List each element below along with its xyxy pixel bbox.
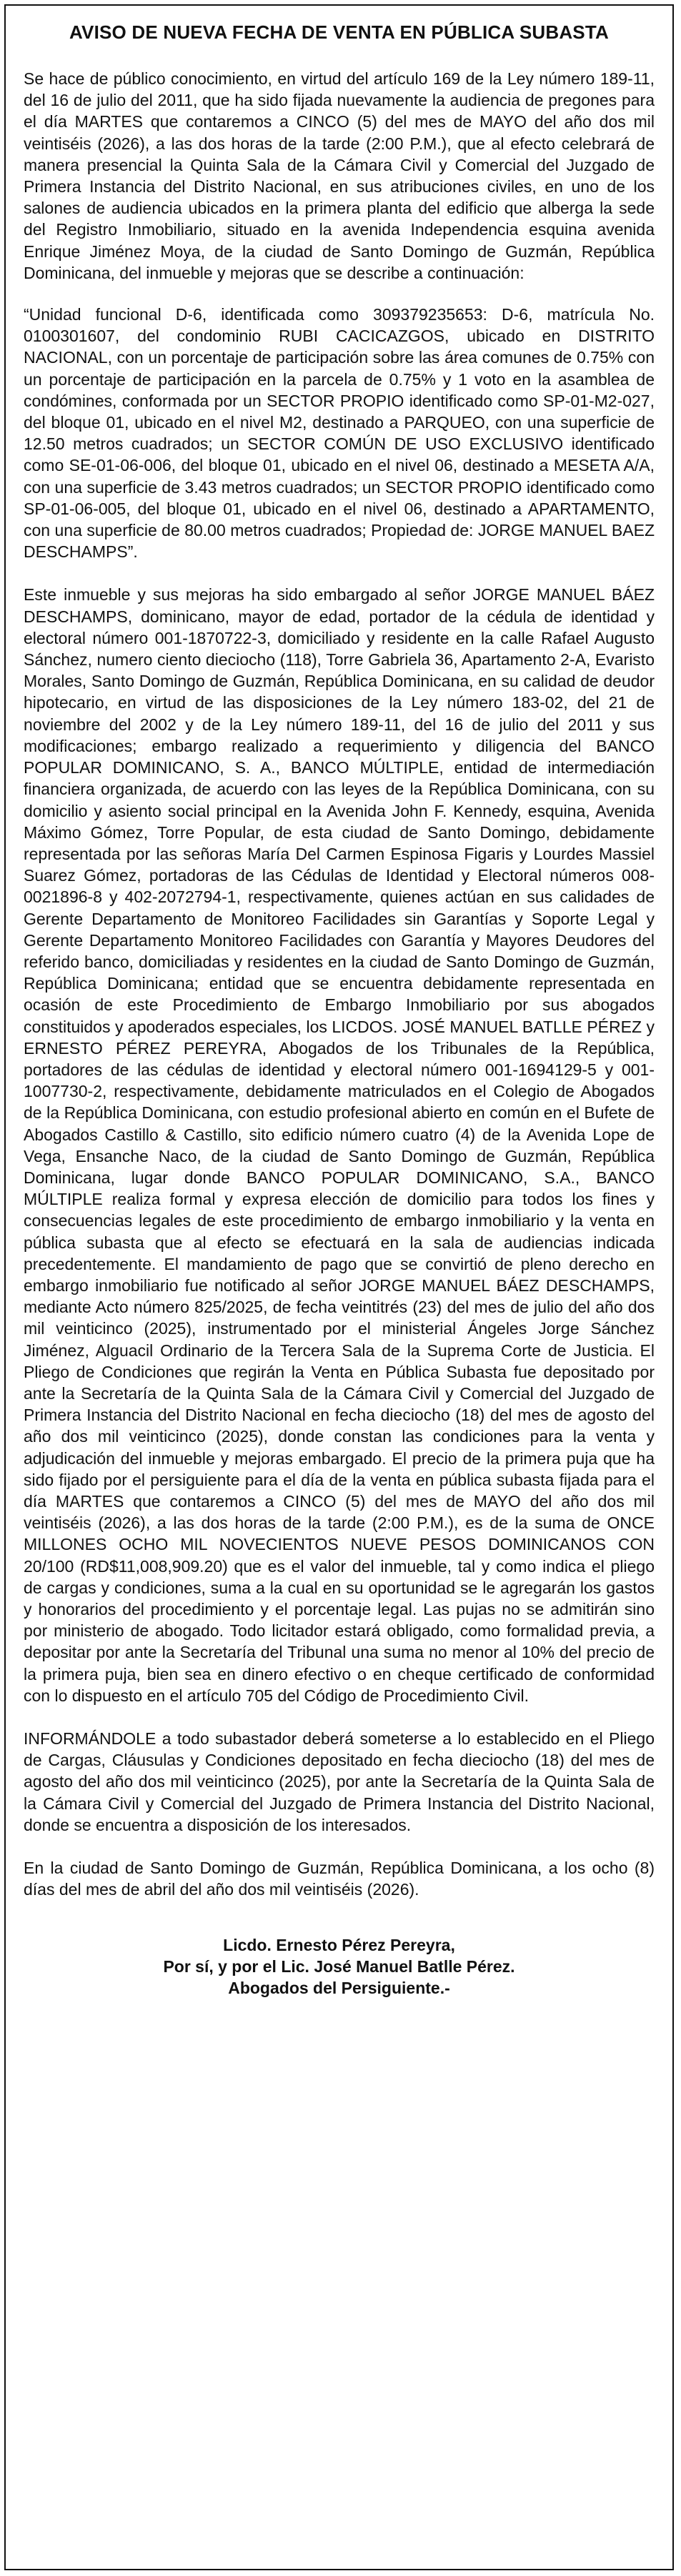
legal-notice [4,4,674,2570]
date-place-paragraph: En la ciudad de Santo Domingo de Guzmán, República Dominicana, a los ocho (8) días del mes de abril del año dos mil veintiséis (2026). [24,1859,655,1899]
signature-line-1: Licdo. Ernesto Pérez Pereyra, [223,1936,455,1955]
embargo-details-paragraph: Este inmueble y sus mejoras ha sido embargado al señor JORGE MANUEL BÁEZ DESCHAMPS, dominicano, mayor de edad, portador de la cédula de identidad y electoral número 001-1870722-3, domiciliado y residente en la calle Rafael Augusto Sánchez, numero ciento dieciocho (118), Torre Gabriela 36, Apartamento 2-A, Evaristo Morales, Santo Domingo de Guzmán, República Dominicana, en su calidad de deudor hipotecario, en virtud de las disposiciones de la Ley número 183-02, del 21 de noviembre del 2002 y de la Ley número 189-11, del 16 de julio del 2011 y sus modificaciones; embargo realizado a requerimiento y diligencia del BANCO POPULAR DOMINICANO, S. A., BANCO MÚLTIPLE, entidad de intermediación financiera organizada, de acuerdo con las leyes de la República Dominicana, con su domicilio y asiento social principal en la Avenida John F. Kennedy, esquina, Avenida Máximo Gómez, Torre Popular, de esta ciudad de Santo Domingo, debidamente representada por las señoras María Del Carmen Espinosa Figaris y Lourdes Massiel Suarez Gómez, portadoras de las Cédulas de Identidad y Electoral números 008-0021896-8 y 402-2072794-1, respectivamente, quienes actúan en sus calidades de Gerente Departamento de Monitoreo Facilidades sin Garantías y Soporte Legal y Gerente Departamento Monitoreo Facilidades con Garantía y Mayores Deudores del referido banco, domiciliadas y residentes en la ciudad de Santo Domingo de Guzmán, República Dominicana; entidad que se encuentra debidamente representada en ocasión de este Procedimiento de Embargo Inmobiliario por sus abogados constituidos y apoderados especiales, los LICDOS. JOSÉ MANUEL BATLLE PÉREZ y ERNESTO PÉREZ PEREYRA, Abogados de los Tribunales de la República, portadores de las cédulas de identidad y electoral número 001-1694129-5 y 001-1007730-2, respectivamente, debidamente matriculados en el Colegio de Abogados de la República Dominicana, con estudio profesional abierto en común en el Bufete de Abogados Castillo & Castillo, sito edificio número cuatro (4) de la Avenida Lope de Vega, Ensanche Naco, de la ciudad de Santo Domingo de Guzmán, República Dominicana, lugar donde BANCO POPULAR DOMINICANO, S.A., BANCO MÚLTIPLE realiza formal y expresa elección de domicilio para todos los fines y consecuencias legales de este procedimiento de embargo inmobiliario y la venta en pública subasta que al efecto se efectuará en la sala de audiencias indicada precedentemente. El mandamiento de pago que se convirtió de pleno derecho en embargo inmobiliario fue notificado al señor JORGE MANUEL BÁEZ DESCHAMPS, mediante Acto número 825/2025, de fecha veintitrés (23) del mes de julio del año dos mil veinticinco (2025), instrumentado por el ministerial Ángeles Jorge Sánchez Jiménez, Alguacil Ordinario de la Tercera Sala de la Suprema Corte de Justicia. El Pliego de Condiciones que regirán la Venta en Pública Subasta fue depositado por ante la Secretaría de la Quinta Sala de la Cámara Civil y Comercial del Juzgado de Primera Instancia del Distrito Nacional en fecha dieciocho (18) del mes de agosto del año dos mil veinticinco (2025), donde constan las condiciones para la venta y adjudicación del inmueble y mejoras embargado. El precio de la primera puja que ha sido fijado por el persiguiente para el día de la venta en pública subasta fijada para el día MARTES que contaremos a CINCO (5) del mes de MAYO del año dos mil veintiséis (2026), a las dos horas de la tarde (2:00 P.M.), es de la suma de ONCE MILLONES OCHO MIL NOVECIENTOS NUEVE PESOS DOMINICANOS CON 20/100 (RD$11,008,909.20) que es el valor del inmueble, tal y como indica el pliego de cargas y condiciones, suma a la cual en su oportunidad se le agregarán los gastos y honorarios del procedimiento y el porcentaje legal. Las pujas no se admitirán sino por ministerio de abogado. Todo licitador estará obligado, como formalidad previa, a depositar por ante la Secretaría del Tribunal una suma no menor al 10% del precio de la primera puja, bien sea en dinero efectivo o en cheque certificado de conformidad con lo dispuesto en el artículo 705 del Código de Procedimiento Civil. [24,585,655,1705]
notice-title: AVISO DE NUEVA FECHA DE VENTA EN PÚBLICA SUBASTA [69,21,609,43]
intro-paragraph: Se hace de público conocimiento, en virtud del artículo 169 de la Ley número 189-11, del 16 de julio del 2011, que ha sido fijada nuevamente la audiencia de pregones para el día MARTES que contaremos a CINCO (5) del mes de MAYO del año dos mil veintiséis (2026), a las dos horas de la tarde (2:00 P.M.), que al efecto celebrará de manera presencial la Quinta Sala de la Cámara Civil y Comercial del Juzgado de Primera Instancia del Distrito Nacional, en sus atribuciones civiles, en uno de los salones de audiencia ubicados en la primera planta del edificio que alberga la sede del Registro Inmobiliario, situado en la avenida Independencia esquina avenida Enrique Jiménez Moya, de la ciudad de Santo Domingo de Guzmán, República Dominicana, del inmueble y mejoras que se describe a continuación: [24,69,655,282]
bidder-notice-paragraph: INFORMÁNDOLE a todo subastador deberá someterse a lo establecido en el Pliego de Cargas, Cláusulas y Condiciones depositado en fecha dieciocho (18) del mes de agosto del año dos mil veinticinco (2025), por ante la Secretaría de la Quinta Sala de la Cámara Civil y Comercial del Juzgado de Primera Instancia del Distrito Nacional, donde se encuentra a disposición de los interesados. [24,1729,655,1834]
signature-line-3: Abogados del Persiguiente.- [228,1979,450,1998]
property-description-paragraph: “Unidad funcional D-6, identificada como 309379235653: D-6, matrícula No. 0100301607, del condominio RUBI CACICAZGOS, ubicado en DISTRITO NACIONAL, con un porcentaje de participación sobre las área comunes de 0.75% con un porcentaje de participación en la parcela de 0.75% y 1 voto en la asamblea de condómines, conformada por un SECTOR PROPIO identificado como SP-01-M2-027, del bloque 01, ubicado en el nivel M2, destinado a PARQUEO, con una superficie de 12.50 metros cuadrados; un SECTOR COMÚN DE USO EXCLUSIVO identificado como SE-01-06-006, del bloque 01, ubicado en el nivel 06, destinado a MESETA A/A, con una superficie de 3.43 metros cuadrados; un SECTOR PROPIO identificado como SP-01-06-005, del bloque 01, ubicado en el nivel 06, destinado a APARTAMENTO, con una superficie de 80.00 metros cuadrados; Propiedad de: JORGE MANUEL BAEZ DESCHAMPS”. [24,305,655,562]
signature-block [24,1934,655,1999]
signature-line-2: Por sí, y por el Lic. José Manuel Batlle Pérez. [163,1957,515,1976]
